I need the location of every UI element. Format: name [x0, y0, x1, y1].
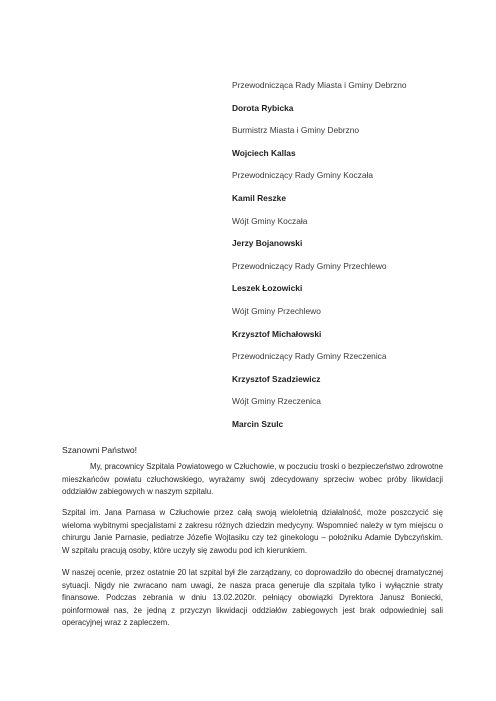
recipient-name: Krzysztof Michałowski	[232, 328, 322, 339]
body-paragraph: Szpital im. Jana Parnasa w Człuchowie przez całą swoją wieloletnią działalność, może poszczycić się wieloma wybitnymi specjalistami z zakresu różnych dziedzin medycyny. Wspomnieć należy w tym miejscu o chirurgu Janie Parnasie, pediatrze Józefie Wojtasiku czy też ginekologu – położniku Adamie Dybczyńskim. W szpitalu pracują osoby, które uczyły się zawodu pod ich kierunkiem.	[62, 508, 443, 555]
recipient-name: Leszek Łozowicki	[232, 283, 303, 294]
recipient-name: Krzysztof Szadziewicz	[232, 373, 321, 384]
body-paragraph: W naszej ocenie, przez ostatnie 20 lat szpital był źle zarządzany, co doprowadziło do obecnej dramatycznej sytuacji. Nigdy nie zwracano nam uwagi, że nasza praca generuje dla szpitala tylko i wyłącznie straty finansowe. Podczas zebrania w dniu 13.02.2020r. pełniący obowiązki Dyrektora Janusz Boniecki, poinformował nas, że jedną z przyczyn likwidacji oddziałów zabiegowych jest brak odpowiedniej sali operacyjnej wraz z zapleczem.	[62, 568, 443, 628]
recipients-block	[232, 79, 482, 430]
recipient-title: Wójt Gminy Koczała	[232, 215, 308, 226]
recipient-title: Przewodniczący Rady Gminy Przechlewo	[232, 260, 387, 271]
recipient-title: Burmistrz Miasta i Gminy Debrzno	[232, 125, 360, 136]
body-paragraph: My, pracownicy Szpitala Powiatowego w Człuchowie, w poczuciu troski o bezpieczeństwo zdrowotne mieszkańców powiatu człuchowskiego, wyrażamy swój zdecydowany sprzeciw wobec próby likwidacji oddziałów zabiegowych w naszym szpitalu.	[62, 462, 443, 497]
recipient-name: Dorota Rybicka	[232, 102, 294, 113]
recipient-title: Wójt Gminy Rzeczenica	[232, 396, 321, 407]
recipient-name: Kamil Reszke	[232, 192, 286, 203]
recipient-title: Przewodnicząca Rady Miasta i Gminy Debrzno	[232, 80, 407, 90]
salutation: Szanowni Państwo!	[62, 445, 137, 455]
recipient-name: Wojciech Kallas	[232, 147, 296, 158]
recipient-title: Wójt Gminy Przechlewo	[232, 305, 321, 316]
recipient-title: Przewodniczący Rady Gminy Koczała	[232, 170, 374, 181]
recipient-name: Jerzy Bojanowski	[232, 238, 303, 249]
recipient-title: Przewodniczący Rady Gminy Rzeczenica	[232, 351, 387, 362]
recipient-name: Marcin Szulc	[232, 418, 284, 429]
